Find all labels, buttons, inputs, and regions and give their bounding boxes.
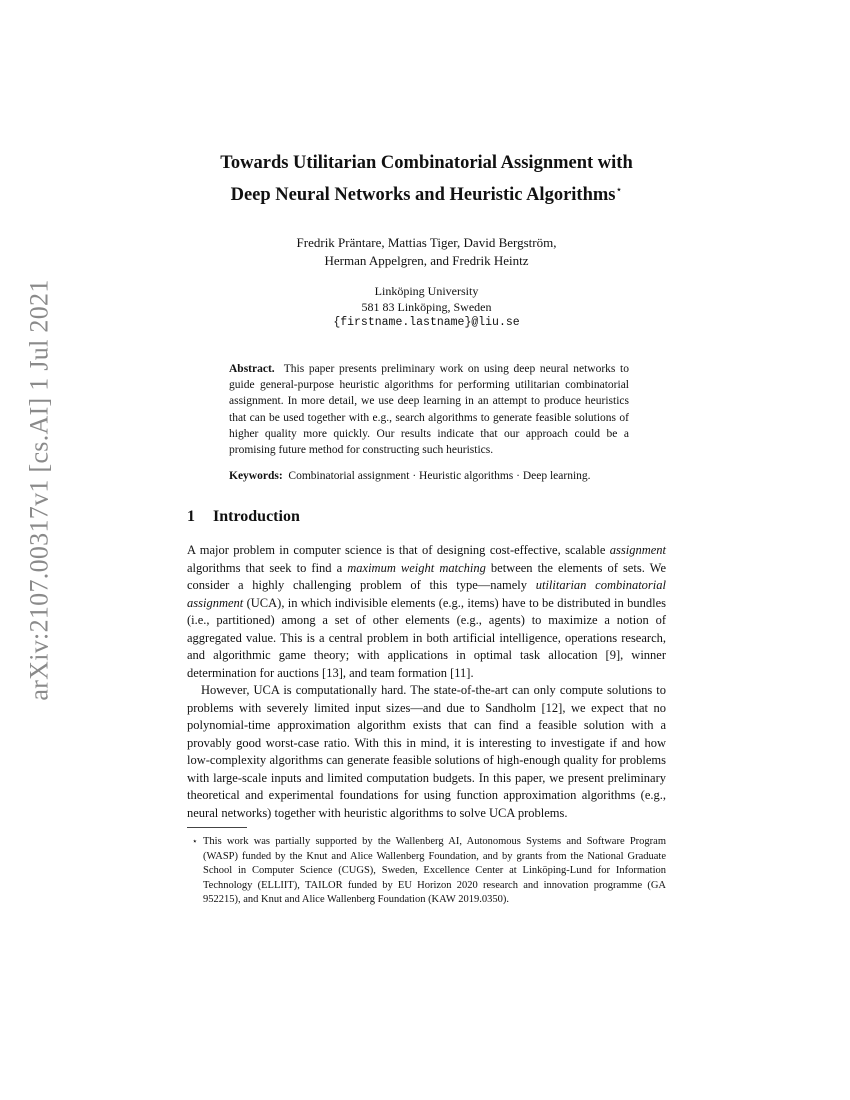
title-footnote-mark: ⋆	[615, 184, 623, 196]
keywords-label: Keywords:	[229, 470, 283, 482]
author-list	[187, 234, 666, 270]
footnote	[187, 835, 666, 908]
keywords-text: Combinatorial assignment · Heuristic algorithms · Deep learning.	[288, 470, 591, 482]
intro-p1-text-b: algorithms that seek to find a	[187, 560, 348, 575]
author-email: {firstname.lastname}@liu.se	[333, 316, 520, 329]
intro-p1-text-c: between the elements of sets. We consider a highly challenging problem of this type—namely	[187, 560, 667, 592]
intro-p1-text-a: A major problem in computer science is that of designing cost-effective, scalable	[187, 543, 610, 557]
footnote-rule	[187, 827, 247, 828]
affiliation-line-2: 581 83 Linköping, Sweden	[361, 300, 492, 314]
keywords	[229, 468, 649, 484]
section-title: Introduction	[213, 508, 300, 525]
title-line-1: Towards Utilitarian Combinatorial Assignment with	[220, 153, 633, 173]
title-line-2	[187, 177, 666, 209]
authors-line-2: Herman Appelgren, and Fredrik Heintz	[324, 253, 529, 268]
paper-title	[187, 150, 666, 209]
section-heading	[187, 508, 300, 526]
affiliation-line-1: Linköping University	[374, 284, 479, 298]
abstract-text: This paper presents preliminary work on using deep neural networks to guide general-purpose heuristic algorithms for performing utilitarian combinatorial assignment. In more detail, we use deep learning in an attempt to produce heuristics that can be used together with e.g., search algorithms to generate feasible solutions of higher quality more quickly. Our results indicate that our approach could be a promising future method for constructing such heuristics.	[229, 363, 629, 457]
section-number: 1	[187, 508, 195, 525]
intro-p1-emphasis-2: maximum weight matching	[347, 560, 486, 575]
intro-p1-emphasis-3: utilitarian combinatorial assignment	[187, 578, 666, 610]
abstract	[229, 361, 629, 458]
intro-p1-emphasis-1: assignment	[609, 543, 666, 557]
title-line-2-text: Deep Neural Networks and Heuristic Algorithms	[230, 185, 616, 206]
arxiv-identifier	[20, 279, 60, 701]
affiliation	[187, 283, 666, 331]
intro-paragraph-1	[187, 542, 666, 682]
intro-p1-text-d: (UCA), in which indivisible elements (e.g., items) have to be distributed in bundles (i.e., partitioned) among a set of other elements (e.g., agents) to maximize a notion of aggregated value. This is a central problem in both artificial intelligence, operations research, and algorithmic game theory; with applications in optimal task allocation [9], winner determination for auctions [13], and team formation [11].	[187, 595, 666, 680]
footnote-text: This work was partially supported by the Wallenberg AI, Autonomous Systems and Software Program (WASP) funded by the Knut and Alice Wallenberg Foundation, and by grants from the National Graduate School in Computer Science (CUGS), Sweden, Excellence Center at Linköping-Lund for Information Technology (ELLIIT), TAILOR funded by EU Horizon 2020 research and innovation programme (GA 952215), and Knut and Alice Wallenberg Foundation (KAW 2019.0350).	[203, 836, 666, 906]
abstract-label: Abstract.	[229, 363, 275, 375]
authors-line-1: Fredrik Präntare, Mattias Tiger, David Bergström,	[296, 235, 557, 250]
footnote-mark: ⋆	[192, 836, 198, 846]
intro-paragraph-2: However, UCA is computationally hard. The state-of-the-art can only compute solutions to problems with severely limited input sizes—and due to Sandholm [12], we expect that no polynomial-time approximation algorithm exists that can find a feasible solution with a provably good worst-case ratio. With this in mind, it is interesting to investigate if and how low-complexity algorithms can generate feasible solutions of high-enough quality for problems with large-scale inputs and limited computation budgets. In this paper, we present preliminary theoretical and experimental foundations for using function approximation algorithms (e.g., neural networks) together with heuristic algorithms to solve UCA problems.	[187, 683, 666, 820]
introduction-body	[187, 542, 666, 822]
arxiv-identifier-text: arXiv:2107.00317v1 [cs.AI] 1 Jul 2021	[25, 279, 54, 701]
